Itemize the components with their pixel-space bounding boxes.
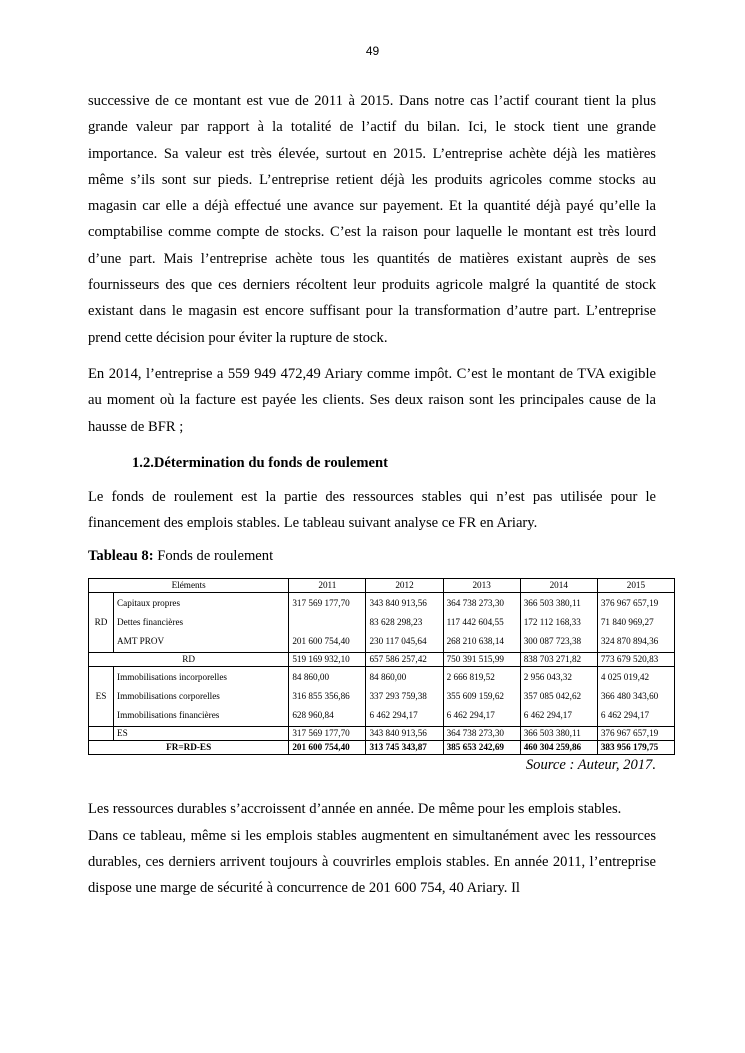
rd-item: Dettes financières <box>117 617 184 628</box>
table-cell: 366 480 343,60 <box>600 691 659 702</box>
header-year: 2014 <box>520 579 597 593</box>
table-cell: 6 462 294,17 <box>369 710 418 721</box>
rd-items <box>114 593 289 653</box>
es-item: Immobilisations corporelles <box>117 691 220 702</box>
table-cell: 385 653 242,69 <box>443 741 520 755</box>
header-year: 2015 <box>597 579 674 593</box>
rd-total-label: RD <box>89 653 289 667</box>
page-number: 49 <box>365 44 380 58</box>
table-cell: 376 967 657,19 <box>597 727 674 741</box>
table-cell: 230 117 045,64 <box>369 636 427 647</box>
es-item: Immobilisations financières <box>117 710 220 721</box>
table-cell: 6 462 294,17 <box>523 710 572 721</box>
table-cell: 201 600 754,40 <box>289 741 366 755</box>
es-values-2014 <box>520 667 597 727</box>
table-header-row <box>89 579 675 593</box>
es-item: Immobilisations incorporelles <box>117 672 228 683</box>
es-total-label: ES <box>114 727 289 741</box>
paragraph-tva: En 2014, l’entreprise a 559 949 472,49 Ariary comme impôt. C’est le montant de TVA exigible au moment où la facture est payée les clients. Ses deux raison sont les principales cause de la hausse de BFR ; <box>88 365 656 435</box>
table-row-rd-total <box>89 653 675 667</box>
header-year: 2011 <box>289 579 366 593</box>
table-cell: 460 304 259,86 <box>520 741 597 755</box>
table-cell: 83 628 298,23 <box>369 617 423 628</box>
table-cell: 2 956 043,32 <box>523 672 572 683</box>
table-cell: 838 703 271,82 <box>520 653 597 667</box>
page-content <box>88 88 659 902</box>
rd-item: AMT PROV <box>117 636 165 647</box>
table-cell: 364 738 273,30 <box>446 598 504 609</box>
table-cell: 313 745 343,87 <box>366 741 443 755</box>
table-cell-empty <box>89 727 114 741</box>
rd-values-2012 <box>366 593 443 653</box>
paragraph-resources: Les ressources durables s’accroissent d’année en année. De même pour les emplois stables. <box>88 801 622 818</box>
rd-values-2015 <box>597 593 674 653</box>
table-cell: 201 600 754,40 <box>292 636 350 647</box>
table-cell: 268 210 638,14 <box>446 636 504 647</box>
table-caption-label: Tableau 8: <box>88 548 154 565</box>
header-elements: Eléments <box>89 579 289 593</box>
table-cell: 6 462 294,17 <box>600 710 650 721</box>
table-cell: 366 503 380,11 <box>520 727 597 741</box>
paragraph-fr-definition: Le fonds de roulement est la partie des ressources stables qui n’est pas utilisée pour le financement des emplois stables. Le tableau suivant analyse ce FR en Ariary. <box>88 488 656 532</box>
table-cell: 172 112 168,33 <box>523 617 581 628</box>
rd-values-2014 <box>520 593 597 653</box>
fonds-de-roulement-table <box>88 578 675 755</box>
table-cell: 750 391 515,99 <box>443 653 520 667</box>
table-cell <box>292 613 362 632</box>
table-row-es-detail <box>89 667 675 727</box>
table-cell: 324 870 894,36 <box>600 636 659 647</box>
table-cell: 2 666 819,52 <box>446 672 495 683</box>
table-cell: 4 025 019,42 <box>600 672 650 683</box>
table-cell: 383 956 179,75 <box>597 741 674 755</box>
table-cell: 773 679 520,83 <box>597 653 674 667</box>
es-values-2013 <box>443 667 520 727</box>
closing-section <box>88 796 656 901</box>
rd-group-label: RD <box>89 593 114 653</box>
table-cell: 71 840 969,27 <box>600 617 654 628</box>
rd-values-2011 <box>289 593 366 653</box>
table-source: Source : Auteur, 2017. <box>525 757 656 774</box>
table-cell: 300 087 723,38 <box>523 636 582 647</box>
es-values-2011 <box>289 667 366 727</box>
table-cell: 317 569 177,70 <box>289 727 366 741</box>
table-cell: 317 569 177,70 <box>292 598 350 609</box>
table-row-es-total <box>89 727 675 741</box>
header-year: 2012 <box>366 579 443 593</box>
table-cell: 316 855 356,86 <box>292 691 350 702</box>
rd-values-2013 <box>443 593 520 653</box>
table-cell: 366 503 380,11 <box>523 598 581 609</box>
table-row-rd-detail <box>89 593 675 653</box>
table-cell: 337 293 759,38 <box>369 691 427 702</box>
es-values-2015 <box>597 667 674 727</box>
table-cell: 628 960,84 <box>292 710 334 721</box>
table-cell: 519 169 932,10 <box>289 653 366 667</box>
table-cell: 657 586 257,42 <box>366 653 443 667</box>
table-row-fr <box>89 741 675 755</box>
paragraph-stock: successive de ce montant est vue de 2011 à 2015. Dans notre cas l’actif courant tient la plus grande valeur par rapport à la totalité de l’actif du bilan. Ici, le stock tient une grande importance. Sa valeur est très élevée, surtout en 2015. L’entreprise achète déjà les matières même s’ils sont sur pieds. L’entreprise retient déjà les produits agricoles comme stocks au magasin car elle a déjà effectué une avance sur payement. Et la quantité déjà payé qu’elle la comptabilise comme compte de stocks. C’est la raison pour laquelle le montant est très lourd d’une part. Mais l’entreprise achète tous les quantités de matières existant auprès de ses fournisseurs des que ces derniers récoltent leur produits agricole malgré la quantité de stock existant dans le magasin est encore suffisant pour la transformation d’autre part. L’entreprise prend cette décision pour éviter la rupture de stock. <box>88 93 656 346</box>
table-cell: 355 609 159,62 <box>446 691 504 702</box>
paragraph-analysis: Dans ce tableau, même si les emplois stables augmentent en simultanément avec les ressources durables, ces derniers arrivent toujours à couvrirles emplois stables. En année 2011, l’entreprise dispose une marge de sécurité à concurrence de 201 600 754, 40 Ariary. Il <box>88 827 656 897</box>
table-cell: 357 085 042,62 <box>523 691 582 702</box>
es-group-label: ES <box>89 667 114 727</box>
table-cell: 84 860,00 <box>369 672 407 683</box>
fr-label: FR=RD-ES <box>89 741 289 755</box>
es-items <box>114 667 289 727</box>
table-cell: 343 840 913,56 <box>366 727 443 741</box>
table-cell: 84 860,00 <box>292 672 330 683</box>
table-cell: 343 840 913,56 <box>369 598 427 609</box>
table-cell: 364 738 273,30 <box>443 727 520 741</box>
table-cell: 117 442 604,55 <box>446 617 504 628</box>
table-caption <box>88 546 656 566</box>
table-caption-text: Fonds de roulement <box>153 548 274 565</box>
es-values-2012 <box>366 667 443 727</box>
header-year: 2013 <box>443 579 520 593</box>
table-cell: 376 967 657,19 <box>600 598 659 609</box>
table-cell: 6 462 294,17 <box>446 710 495 721</box>
section-heading: 1.2.Détermination du fonds de roulement <box>132 454 388 471</box>
rd-item: Capitaux propres <box>117 598 181 609</box>
